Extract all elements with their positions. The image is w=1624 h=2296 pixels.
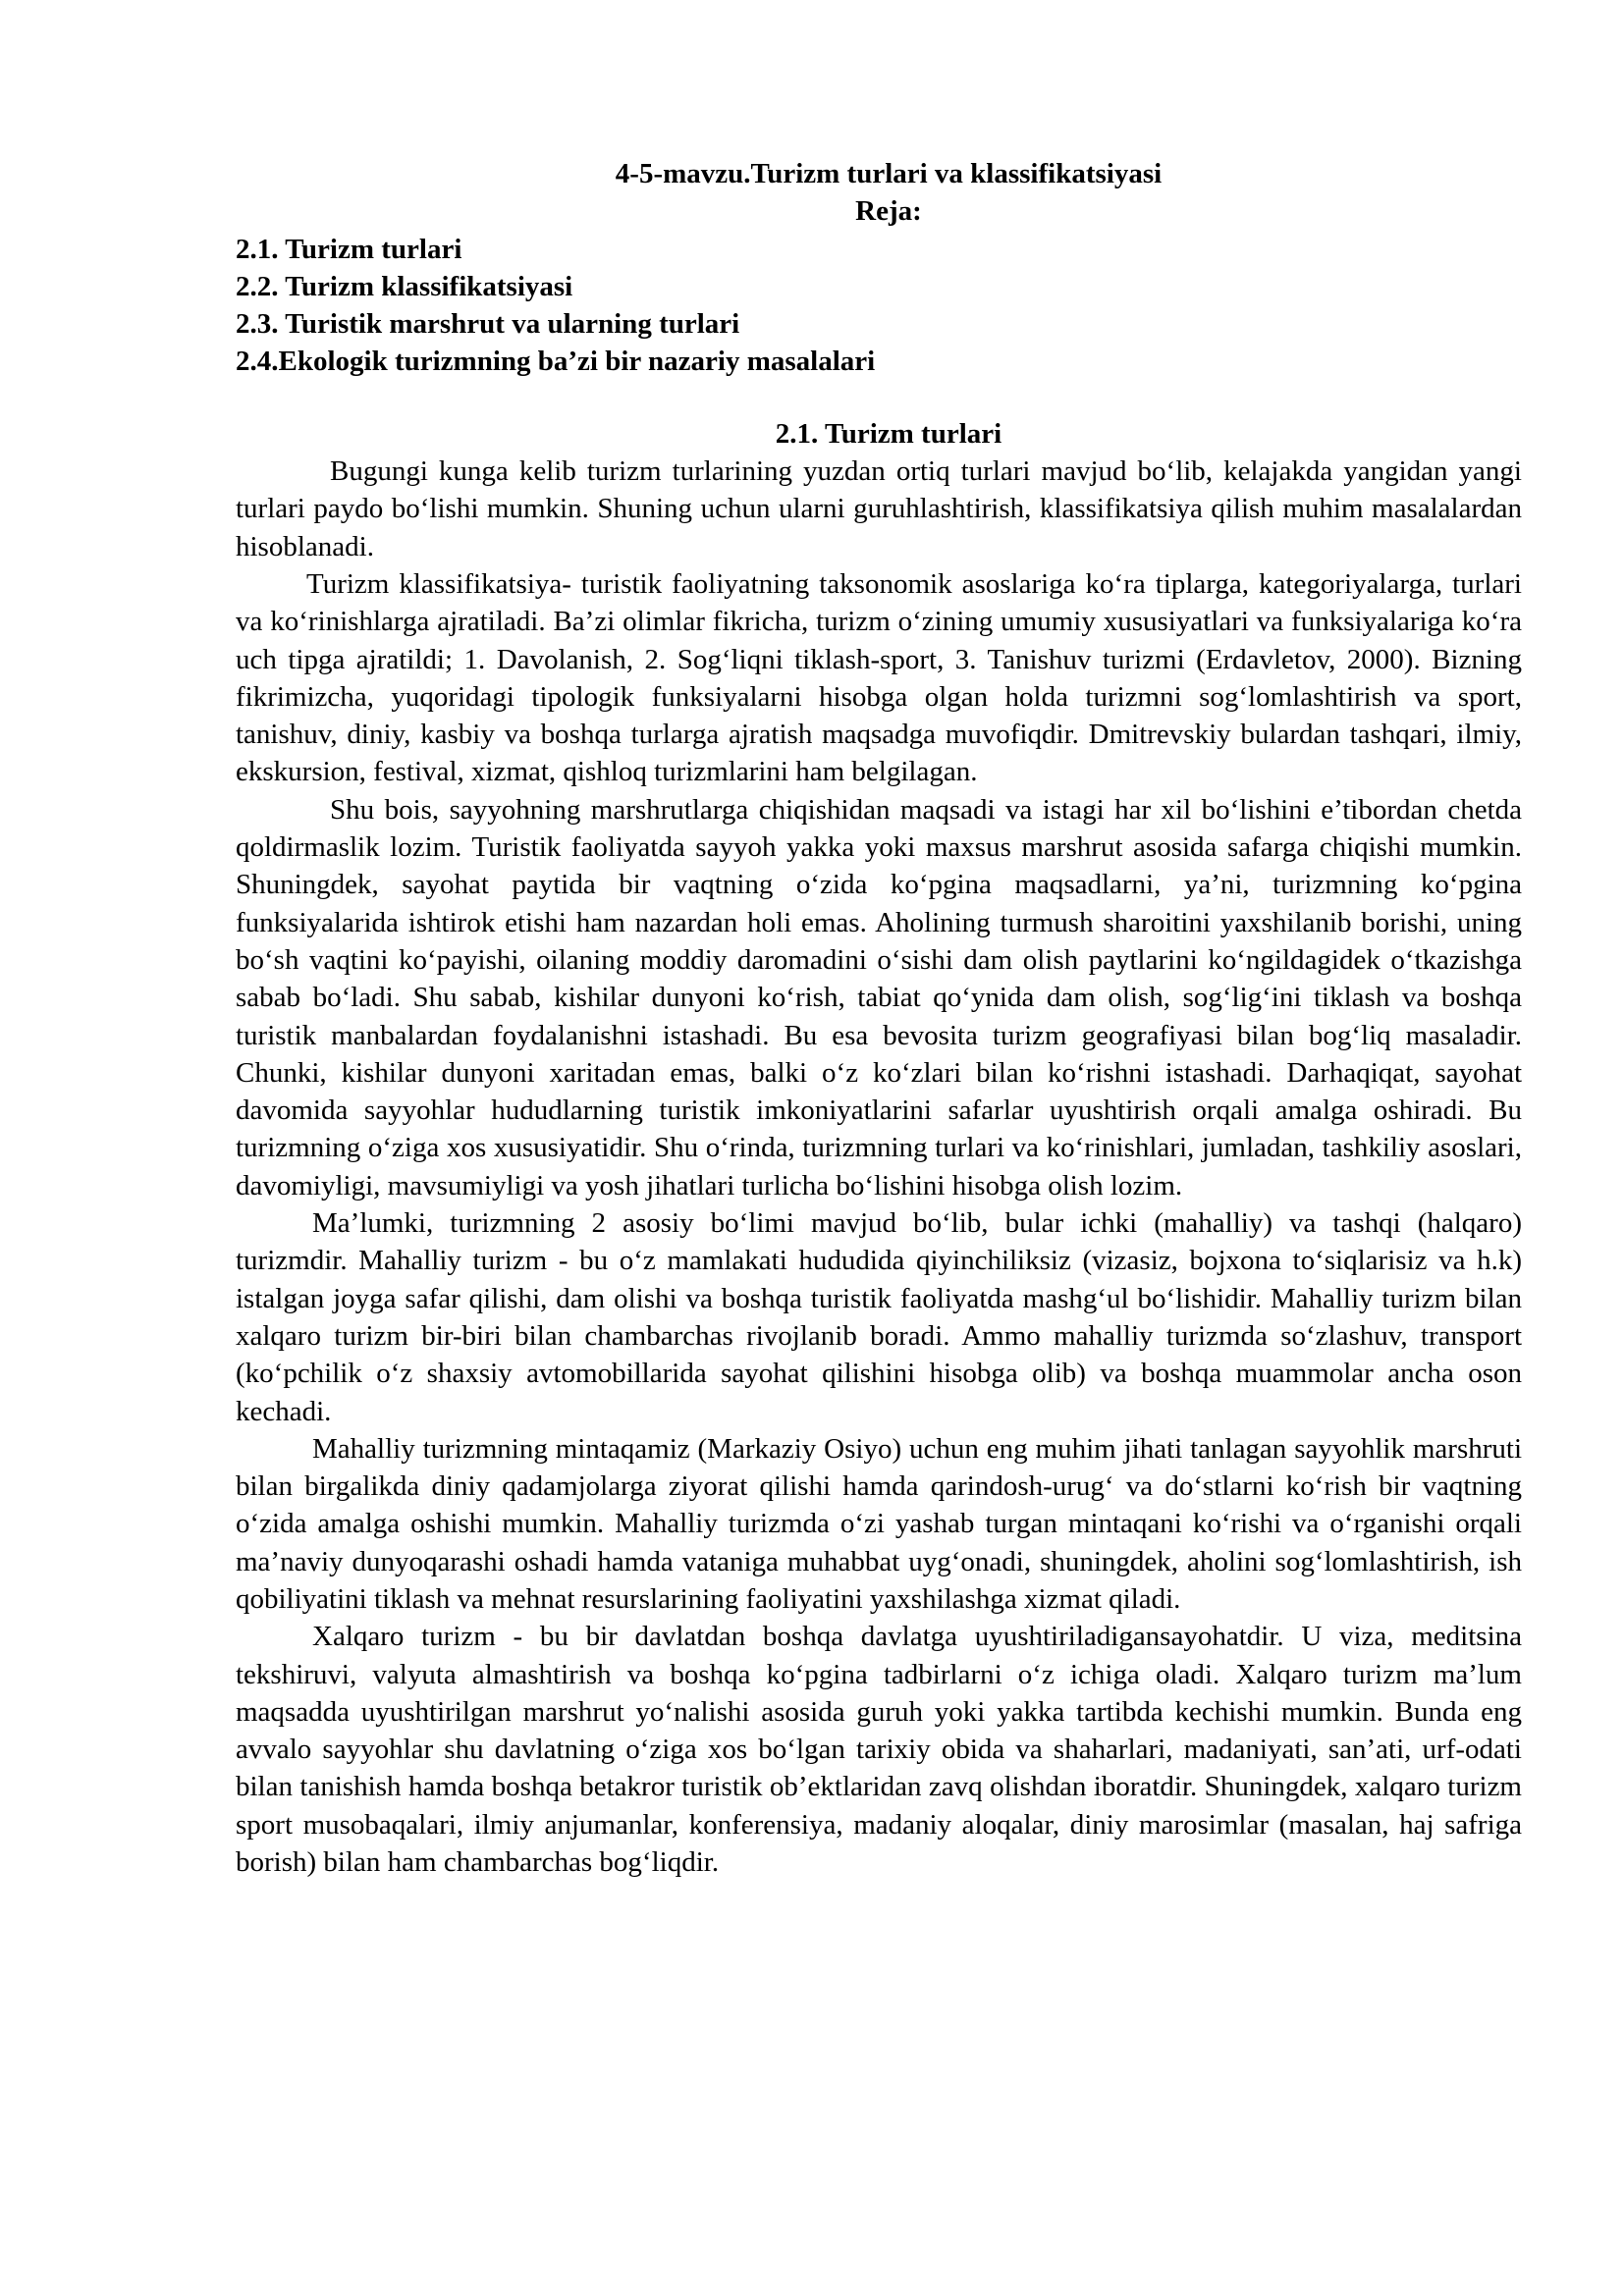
document-title: 4-5-mavzu.Turizm turlari va klassifikatsiyasi xyxy=(615,158,1163,189)
paragraph: Xalqaro turizm - bu bir davlatdan boshqa davlatga uyushtiriladigansayohatdir. U viza, meditsina tekshiruvi, valyuta almashtirish va boshqa ko‘pgina tadbirlarni o‘z ichiga oladi. Xalqaro turizm ma’lum maqsadda uyushtirilgan marshrut yo‘nalishi asosida guruh yoki yakka tartibda kechishi mumkin. Bunda eng avvalo sayyohlar shu davlatning o‘ziga xos bo‘lgan tarixiy obida va shaharlari, madaniyati, san’ati, urf-odati bilan tanishish hamda boshqa betakror turistik ob’ektlaridan zavq olishdan iboratdir. Shuningdek, xalqaro turizm sport musobaqalari, ilmiy anjumanlar, konferensiya, madaniy aloqalar, diniy marosimlar (masalan, haj safriga borish) bilan ham chambarchas bog‘liqdir. xyxy=(236,1621,1522,1879)
paragraph: Turizm klassifikatsiya- turistik faoliyatning taksonomik asoslariga ko‘ra tiplarga, kategoriyalarga, turlari va ko‘rinishlarga ajratiladi. Ba’zi olimlar fikricha, turizm o‘zining umumiy xususiyatlari va funksiyalariga ko‘ra uch tipga ajratildi; 1. Davolanish, 2. Sog‘liqni tiklash-sport, 3. Tanishuv turizmi (Erdavletov, 2000). Bizning fikrimizcha, yuqoridagi tipologik funksiyalarni hisobga olgan holda turizmni sog‘lomlashtirish va sport, tanishuv, diniy, kasbiy va boshqa turlarga ajratish maqsadga muvofiqdir. Dmitrevskiy bulardan tashqari, ilmiy, ekskursion, festival, xizmat, qishloq turizmlarini ham belgilagan. xyxy=(236,567,1522,788)
paragraph: Shu bois, sayyohning marshrutlarga chiqishidan maqsadi va istagi har xil bo‘lishini e’tibordan chetda qoldirmaslik lozim. Turistik faoliyatda sayyoh yakka yoki maxsus marshrut asosida safarga chiqishi mumkin. Shuningdek, sayohat paytida bir vaqtning o‘zida ko‘pgina maqsadlarni, ya’ni, turizmning ko‘pgina funksiyalarida ishtirok etishi ham nazardan holi emas. Aholining turmush sharoitini yaxshilanib borishi, uning bo‘sh vaqtini ko‘payishi, oilaning moddiy daromadini o‘sishi dam olish paytlarini ko‘ngildagidek o‘tkazishga sabab bo‘ladi. Shu sabab, kishilar dunyoni ko‘rish, tabiat qo‘ynida dam olish, sog‘lig‘ini tiklash va boshqa turistik manbalardan foydalanishni istashadi. Bu esa bevosita turizm geografiyasi bilan bog‘liq masaladir. Chunki, kishilar dunyoni xaritadan emas, balki o‘z ko‘zlari bilan ko‘rishni istashadi. Darhaqiqat, sayohat davomida sayyohlar hududlarning turistik imkoniyatlarini safarlar uyushtirish orqali amalga oshiradi. Bu turizmning o‘ziga xos xususiyatidir. Shu o‘rinda, turizmning turlari va ko‘rinishlari, jumladan, tashkiliy asoslari, davomiyligi, mavsumiyligi va yosh jihatlari turlicha bo‘lishini hisobga olish lozim. xyxy=(236,793,1522,1201)
section-title: 2.1. Turizm turlari xyxy=(775,417,1002,450)
plan-item: 2.1. Turizm turlari xyxy=(236,233,462,265)
paragraph: Ma’lumki, turizmning 2 asosiy bo‘limi mavjud bo‘lib, bular ichki (mahalliy) va tashqi (halqaro) turizmdir. Mahalliy turizm - bu o‘z mamlakati hududida qiyinchiliksiz (vizasiz, bojxona to‘siqlarisiz va h.k) istalgan joyga safar qilishi, dam olishi va boshqa turistik faoliyatda mashg‘ul bo‘lishidir. Mahalliy turizm bilan xalqaro turizm bir-biri bilan chambarchas rivojlanib boradi. Ammo mahalliy turizmda so‘zlashuv, transport (ko‘pchilik o‘z shaxsiy avtomobillarida sayohat qilishini hisobga olib) va boshqa muammolar ancha oson kechadi. xyxy=(236,1207,1522,1427)
plan-item: 2.2. Turizm klassifikatsiyasi xyxy=(236,270,573,302)
paragraph: Bugungi kunga kelib turizm turlarining yuzdan ortiq turlari mavjud bo‘lib, kelajakda yangidan yangi turlari paydo bo‘lishi mumkin. Shuning uchun ularni guruhlashtirish, klassifikatsiya qilish muhim masalalardan hisoblanadi. xyxy=(236,455,1522,562)
plan-item: 2.3. Turistik marshrut va ularning turlari xyxy=(236,308,740,341)
plan-list xyxy=(236,231,1522,381)
paragraph: Mahalliy turizmning mintaqamiz (Markaziy Osiyo) uchun eng muhim jihati tanlagan sayyohlik marshruti bilan birgalikda diniy qadamjolarga ziyorat qilishi hamda qarindosh-urug‘ va do‘stlarni ko‘rish bir vaqtning o‘zida amalga oshishi mumkin. Mahalliy turizmda o‘zi yashab turgan mintaqani ko‘rishi va o‘rganishi orqali ma’naviy dunyoqarashi oshadi hamda vataniga muhabbat uyg‘onadi, shuningdek, aholini sog‘lomlashtirish, ish qobiliyatini tiklash va mehnat resurslarining faoliyatini yaxshilashga xizmat qiladi. xyxy=(236,1432,1522,1615)
plan-item: 2.4.Ekologik turizmning ba’zi bir nazariy masalalari xyxy=(236,346,876,378)
plan-heading: Reja: xyxy=(855,195,922,228)
document-page xyxy=(236,155,1522,1881)
